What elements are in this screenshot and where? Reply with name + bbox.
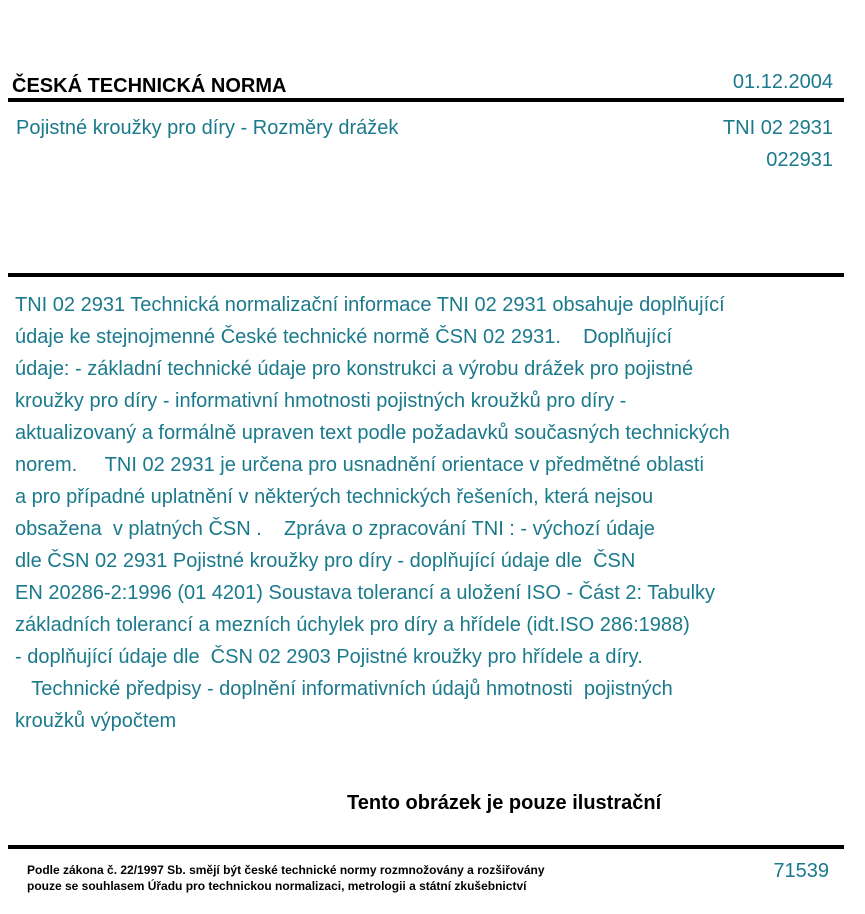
body-line: údaje: - základní technické údaje pro konstrukci a výrobu drážek pro pojistné: [15, 358, 694, 380]
body-line: Technické předpisy - doplnění informativních údajů hmotnosti pojistných: [15, 678, 673, 700]
classification-code: 022931: [766, 149, 833, 171]
body-line: a pro případné uplatnění v některých technických řešeních, která nejsou: [15, 486, 654, 508]
body-line: kroužků výpočtem: [15, 710, 177, 732]
bottom-divider: [8, 845, 844, 849]
annotation-body: [15, 289, 835, 737]
body-line: dle ČSN 02 2931 Pojistné kroužky pro díry - doplňující údaje dle ČSN: [15, 550, 636, 572]
standard-subtitle: Pojistné kroužky pro díry - Rozměry drážek: [16, 117, 399, 139]
body-line: kroužky pro díry - informativní hmotnosti pojistných kroužků pro díry -: [15, 390, 627, 412]
body-line: norem. TNI 02 2931 je určena pro usnadnění orientace v předmětné oblasti: [15, 454, 704, 476]
catalog-number: 71539: [773, 860, 829, 882]
body-line: údaje ke stejnojmenné České technické normě ČSN 02 2931. Doplňující: [15, 326, 673, 348]
copyright-line-2: pouze se souhlasem Úřadu pro technickou normalizaci, metrologii a státní zkušebnictví: [27, 879, 527, 893]
body-line: TNI 02 2931 Technická normalizační informace TNI 02 2931 obsahuje doplňující: [15, 294, 725, 316]
middle-divider: [8, 273, 844, 277]
body-line: aktualizovaný a formálně upraven text podle požadavků současných technických: [15, 422, 730, 444]
document-heading: ČESKÁ TECHNICKÁ NORMA: [12, 75, 287, 97]
copyright-line-1: Podle zákona č. 22/1997 Sb. smějí být české technické normy rozmnožovány a rozšiřovány: [27, 863, 545, 877]
publication-date: 01.12.2004: [732, 71, 833, 93]
body-line: obsažena v platných ČSN . Zpráva o zpracování TNI : - výchozí údaje: [15, 518, 655, 540]
body-line: - doplňující údaje dle ČSN 02 2903 Pojistné kroužky pro hřídele a díry.: [15, 646, 643, 668]
copyright-notice: [27, 862, 545, 894]
body-line: EN 20286-2:1996 (01 4201) Soustava tolerancí a uložení ISO - Část 2: Tabulky: [15, 582, 716, 604]
body-line: základních tolerancí a mezních úchylek pro díry a hřídele (idt.ISO 286:1988): [15, 614, 690, 636]
illustration-note: Tento obrázek je pouze ilustrační: [347, 792, 662, 814]
standard-code: TNI 02 2931: [722, 117, 833, 139]
top-divider: [8, 98, 844, 102]
